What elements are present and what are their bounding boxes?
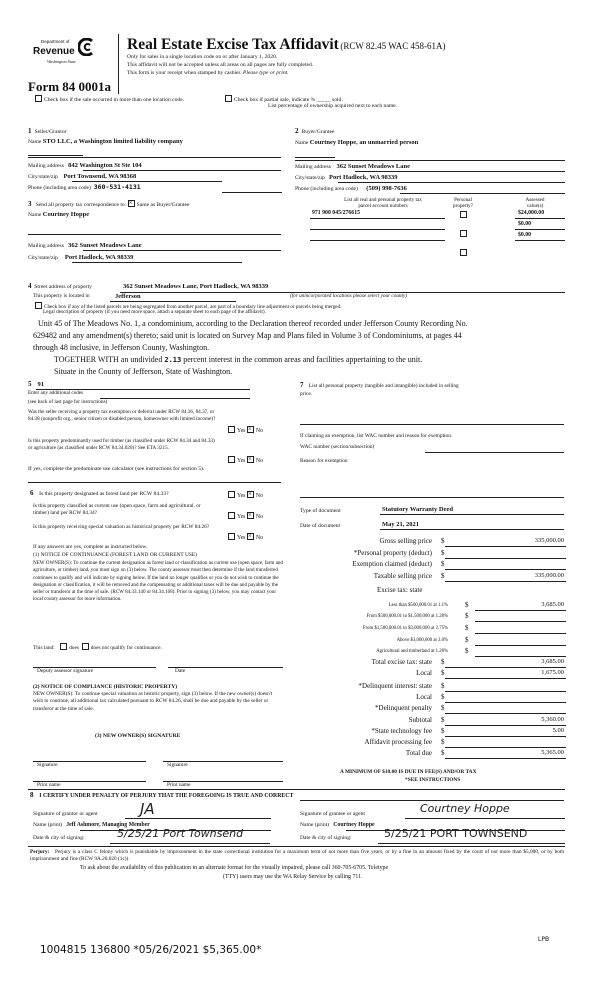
parcel-header-2: parcel account numbers: [358, 202, 408, 209]
personal-property-label: [300, 382, 459, 390]
legal-line-5: Situate in the County of Jefferson, State of Washington.: [54, 367, 233, 376]
wac-label: WAC number (section/subsection): [300, 444, 375, 450]
city-label: City/state/zip: [28, 174, 58, 180]
page-title: [127, 36, 446, 53]
currency-symbol: $: [441, 749, 445, 757]
tax-label: Taxable selling price: [373, 572, 432, 580]
pp-header-1: Personal: [454, 197, 472, 203]
tax-row: [300, 612, 566, 622]
grantee-signature[interactable]: Courtney Hoppe: [420, 802, 510, 815]
grantee-signature-label: Signature of grantee or agent: [300, 811, 365, 817]
reason-label: Reason for exemption: [300, 458, 348, 464]
tax-row: [300, 749, 566, 759]
tax-row: [300, 647, 566, 657]
logo-state: Washington State: [47, 59, 77, 64]
correspondence-mail-field[interactable]: [28, 242, 142, 249]
tax-label: Local: [416, 693, 432, 701]
assessed-value-header: [510, 198, 560, 209]
buyer-mail-field[interactable]: [295, 163, 410, 170]
yes-no-choice[interactable]: [228, 426, 263, 434]
checkbox-icon[interactable]: [225, 95, 232, 102]
yes-checkbox[interactable]: [228, 491, 235, 498]
legal-line-2: 629482 and any amendment(s) thereto; said unit is located on Survey Map and Plans filed in Volume 3 of Condominiums, at pages 44: [33, 331, 462, 340]
buyer-heading: [295, 128, 334, 136]
grantor-name[interactable]: Jeff Ashmore, Managing Member: [66, 822, 150, 828]
tax-input-line: [475, 610, 566, 611]
currency-symbol: $: [441, 704, 445, 712]
street-address[interactable]: 362 Sunset Meadows Lane, Port Hadlock, WA 98339: [123, 283, 269, 290]
tax-value[interactable]: 335,000.00: [534, 537, 564, 544]
perjury-label: Perjury:: [30, 849, 50, 855]
av-header-1: Assessed: [525, 197, 545, 203]
tax-row: [300, 560, 566, 570]
tax-input-line: [475, 621, 566, 622]
seller-phone[interactable]: 360-531-4131: [93, 183, 141, 191]
owner-print-name-2[interactable]: Print name: [167, 782, 191, 788]
currency-symbol: $: [441, 716, 445, 724]
section-number: 3: [28, 200, 32, 208]
street-label: Street address of property: [34, 284, 92, 290]
seller-mail[interactable]: 842 Washington St Ste 104: [68, 162, 142, 169]
checkbox-icon[interactable]: [35, 95, 42, 102]
currency-symbol: $: [465, 612, 469, 620]
subtitle-2: This affidavit will not be accepted unless all areas on all pages are fully completed.: [127, 62, 314, 68]
tax-label: *Delinquent interest: state: [358, 682, 432, 690]
seller-title: Seller/Grantor: [34, 129, 67, 135]
doc-type-label: Type of document: [300, 508, 341, 514]
tax-input-line: [445, 678, 566, 679]
personal-property-checkbox[interactable]: [460, 211, 467, 218]
section-number: 6: [30, 489, 34, 497]
tax-row: [300, 738, 566, 748]
tax-input-line: [445, 558, 566, 559]
tax-input-line: [445, 725, 566, 726]
buyer-name-field[interactable]: [295, 139, 418, 146]
no-label: No: [255, 514, 263, 520]
logo-revenue: Revenue: [33, 46, 75, 57]
see-instructions: *SEE INSTRUCTIONS: [405, 777, 461, 783]
title-text: Real Estate Excise Tax Affidavit: [127, 36, 339, 53]
notice-continuance-title: (1) NOTICE OF CONTINUANCE (FOREST LAND OR CURRENT USE): [33, 552, 197, 558]
timber-question: Is this property predominantly used for timber (as classified under RCW 84.34 and 84.33) or agriculture (as classified under RCW 84.34.020)? See ETA 3215.: [28, 438, 215, 451]
partial-sale-label: Check box if partial sale, indicate % _____ sold.: [234, 97, 343, 103]
tax-label: Affidavit processing fee: [364, 738, 432, 746]
grantor-date-label: Date & city of signing:: [33, 835, 85, 841]
legal-line-4: [54, 354, 422, 366]
currency-symbol: $: [465, 636, 469, 644]
tax-label: Local: [416, 669, 432, 677]
tax-row: [300, 636, 566, 646]
owner-print-name-1[interactable]: Print name: [37, 782, 61, 788]
notice-continuance-text: NEW OWNER(S): To continue the current designation as forest land or classification as current use (open space, farm and agriculture, or timber) land, you must sign on (3) below. The county assessor must then determine if the land transferred continues to qualify and will indicate by signing below. If the land no longer qualifies or you do not wish to continue the designation or classification, it will be removed and the compensating or additional taxes will be due and payable by the seller or transferor at the time of sale. (RCW 84.33.140 or 84.34.108). Prior to signing (3) below, you may contact your local county assessor for more information.: [33, 560, 283, 603]
same-as-buyer-label: Same as Buyer/Grantee: [136, 202, 190, 208]
tax-value[interactable]: 3,685.00: [541, 658, 564, 665]
yes-no-choice[interactable]: [228, 533, 263, 541]
does-not-checkbox[interactable]: [82, 643, 89, 650]
grantee-date-city[interactable]: 5/25/21 PORT TOWNSEND: [384, 827, 528, 840]
tax-value[interactable]: 5.00: [552, 727, 564, 734]
tax-input-line: [445, 569, 566, 570]
tax-input-line: [475, 645, 566, 646]
currency-symbol: $: [441, 572, 445, 580]
currency-symbol: $: [441, 658, 445, 666]
tax-input-line: [445, 581, 566, 582]
yes-label: Yes: [237, 514, 246, 520]
pp-header-2: property?: [453, 202, 473, 209]
mail-label: Mailing address: [28, 163, 64, 169]
perjury-notice: [30, 849, 564, 863]
title-ref: (RCW 82.45 WAC 458-61A): [340, 41, 446, 51]
no-checkbox[interactable]: [247, 512, 254, 519]
tax-value[interactable]: 5,360.00: [541, 716, 564, 723]
notice-compliance-text: NEW OWNER(S): To continue special valuation as historic property, sign (3) below. If the new owner(s) doesn't wish to continue, all additional tax calculated pursuant to RCW 84.26, shall be due and payable by the seller or transferor at the time of sale.: [33, 691, 273, 712]
yes-label: Yes: [237, 535, 246, 541]
mail-label: Mailing address: [295, 164, 331, 170]
seller-name[interactable]: STO LLC, a Washington limited liability company: [42, 138, 183, 145]
tax-row: [300, 572, 566, 582]
tax-label: Gross selling price: [379, 537, 432, 545]
tax-input-line: [445, 747, 566, 748]
predominate-use-note: If yes, complete the predominate use calculator (see instructions for section 5).: [28, 466, 205, 472]
see-back-note: (see back of last page for instructions): [28, 399, 108, 405]
legal-4a: TOGETHER WITH an undivided: [54, 355, 163, 364]
assessed-value[interactable]: $0.00: [518, 221, 532, 227]
seller-heading: [28, 128, 67, 136]
multi-location-checkbox[interactable]: [35, 95, 184, 103]
header-divider: [118, 34, 119, 94]
section-number: 2: [295, 127, 299, 135]
tax-input-line: [445, 667, 566, 668]
correspondence-label: Send all property tax correspondence to:: [35, 202, 127, 208]
does-checkbox[interactable]: [60, 643, 67, 650]
buyer-city-field[interactable]: [295, 174, 398, 181]
section-number: 4: [28, 282, 32, 290]
logo-emblem-icon: [78, 38, 94, 56]
yes-no-choice[interactable]: [228, 491, 263, 499]
yes-label: Yes: [237, 493, 246, 499]
name-label: Name (print): [300, 822, 330, 828]
tax-label: Less than $500,000.01 at 1.1%: [388, 603, 448, 608]
pp-label: List all personal property (tangible and intangible) included in selling: [308, 383, 459, 389]
city-label: City/state/zip: [28, 255, 58, 261]
doc-type[interactable]: Statutory Warranty Deed: [382, 506, 454, 513]
city-label: City/state/zip: [295, 175, 325, 181]
multi-location-label: Check box if the sale occurred in more than one location code.: [44, 97, 185, 103]
currency-symbol: $: [441, 693, 445, 701]
assessed-value[interactable]: $24,000.00: [518, 210, 545, 216]
certify-statement: [30, 792, 293, 800]
buyer-phone-field[interactable]: [295, 185, 407, 192]
tax-input-line: [445, 546, 566, 547]
grantee-name[interactable]: Courtney Hoppe: [333, 822, 375, 828]
tax-value[interactable]: 3,685.00: [541, 601, 564, 608]
interest-percent: 2.13: [164, 356, 182, 364]
yes-no-choice[interactable]: [228, 456, 263, 464]
tax-value[interactable]: 5,365.00: [541, 749, 564, 756]
tax-row: [300, 669, 566, 679]
tax-label: Agricultural and timberland at 1.28%: [376, 649, 448, 654]
buyer-city[interactable]: Port Hadlock, WA 98339: [329, 174, 398, 181]
deputy-signature-label: Deputy assessor signature: [37, 668, 93, 674]
currency-symbol: $: [465, 647, 469, 655]
segregate-label: Check box if any of the listed parcels are being segregated from another parcel, are part of a boundary line adjustment or parcels being merged.: [44, 304, 342, 310]
minimum-notice: A MINIMUM OF $10.00 IS DUE IN FEE(S) AND/OR TAX: [340, 769, 477, 775]
partial-sale-checkbox[interactable]: [225, 95, 343, 103]
section-number: 7: [300, 381, 304, 389]
if-any-yes: If any answers are yes, complete as instructed below.: [33, 544, 148, 550]
yes-checkbox[interactable]: [228, 512, 235, 519]
tax-input-line: [445, 758, 566, 759]
legal-line-1: Unit 45 of The Meadows No. 1, a condominium, according to the Declaration thereof recorded under Jefferson County Recording No.: [38, 319, 468, 328]
subtitle-1: Only for sales in a single location code on or after January 1, 2020.: [127, 54, 278, 60]
legal-line-3: through 48 inclusive, in Jefferson County, Washington.: [33, 343, 210, 352]
deputy-date-label: Date: [175, 668, 186, 674]
phone-label: Phone (including area code): [295, 186, 358, 192]
logo-dept: Department of: [41, 39, 70, 44]
tax-row: [300, 704, 566, 714]
correspondence-name[interactable]: Courtney Hoppe: [42, 211, 90, 218]
correspondence-heading: [28, 200, 189, 209]
assessed-value[interactable]: $0.00: [518, 232, 532, 238]
no-checkbox[interactable]: [247, 426, 254, 433]
section-number: 1: [28, 127, 32, 135]
list-percentage-note: List percentage of ownership acquired next to each name.: [268, 103, 398, 109]
tax-label: Exemption claimed (deduct): [352, 560, 432, 568]
tax-label: Subtotal: [408, 716, 432, 724]
excise-tax-heading: Excise tax: state: [377, 586, 423, 594]
currency-symbol: $: [441, 549, 445, 557]
additional-codes-label: Enter any additional codes: [28, 390, 84, 396]
county-select[interactable]: Jefferson: [115, 293, 141, 300]
section-number: 5: [28, 380, 32, 388]
mail-label: Mailing address: [28, 243, 64, 249]
correspondence-city-field[interactable]: [28, 254, 133, 261]
no-label: No: [255, 458, 263, 464]
grantor-date-city[interactable]: 5/25/21 Port Townsend: [117, 827, 244, 840]
tax-label: From $1,500,000.01 to $3,000,000 at 2.75%: [362, 626, 448, 631]
cashier-initials: LPB: [538, 936, 550, 943]
yes-checkbox[interactable]: [228, 456, 235, 463]
buyer-name[interactable]: Courtney Hoppe, an unmarried person: [309, 139, 419, 146]
seller-city[interactable]: Port Townsend, WA 98368: [63, 173, 137, 180]
alternate-format-2: (TTY) users may use the WA Relay Service by calling 711.: [223, 874, 363, 880]
tax-input-line: [445, 702, 566, 703]
doc-date-label: Date of document: [300, 523, 341, 529]
new-owner-signature-title: (3) NEW OWNER(S) SIGNATURE: [95, 733, 181, 739]
tax-label: *Delinquent penalty: [375, 704, 432, 712]
yes-no-choice[interactable]: [228, 512, 263, 520]
grantee-date-label: Date & city of signing:: [300, 835, 352, 841]
exemption-question: Was the seller receiving a property tax exemption or deferral under RCW 84.36, 84.37, or 84.38 (nonprofit org., senior citizen or disabled person, homeowner with limited income)?: [28, 409, 216, 422]
located-label: This property is located in: [33, 293, 90, 299]
buyer-title: Buyer/Grantee: [301, 129, 335, 135]
legal-4c: percent interest in the common areas and facilities appertaining to the unit.: [183, 355, 423, 364]
tax-row: [300, 549, 566, 559]
notice-compliance-title: (2) NOTICE OF COMPLIANCE (HISTORIC PROPERTY): [33, 684, 178, 690]
currency-symbol: $: [441, 727, 445, 735]
yes-label: Yes: [237, 428, 246, 434]
same-as-buyer-checkbox[interactable]: [128, 200, 135, 207]
tax-label: Above $3,000,000 at 3.0%: [396, 638, 448, 643]
tax-label: Total due: [405, 749, 432, 757]
no-label: No: [255, 535, 263, 541]
tax-input-line: [475, 633, 566, 634]
forest-question-text: Is this property designated as forest land per RCW 84.33?: [39, 491, 169, 497]
does-label: does: [69, 645, 79, 651]
grantee-name-field[interactable]: [300, 822, 375, 828]
correspondence-mail[interactable]: 362 Sunset Meadows Lane: [68, 242, 142, 249]
phone-label: Phone (including area code): [28, 185, 91, 191]
tax-row: [300, 601, 566, 611]
street-address-field[interactable]: [28, 283, 92, 291]
certify-text: I CERTIFY UNDER PENALTY OF PERJURY THAT THE FOREGOING IS TRUE AND CORRECT: [39, 793, 294, 799]
currency-symbol: $: [465, 624, 469, 632]
perjury-text: Perjury is a class C felony which is punishable by imprisonment in the state correctional institution for a maximum term of not more than five years, or by a fine in an amount fixed by the court of not more than $5,000, or by both imprisonment and fine (RCW 9A.20.020 (1c)).: [30, 849, 564, 862]
correspondence-name-field[interactable]: [28, 211, 89, 218]
buyer-phone[interactable]: (509) 998-7636: [366, 185, 407, 192]
name-label: Name (print): [33, 822, 63, 828]
av-header-2: value(s): [526, 202, 544, 209]
no-checkbox[interactable]: [247, 533, 254, 540]
tax-row: [300, 682, 566, 692]
tax-row: [300, 693, 566, 703]
yes-label: Yes: [237, 458, 246, 464]
seller-name-field[interactable]: [28, 138, 183, 145]
currency-symbol: $: [441, 537, 445, 545]
personal-property-checkbox[interactable]: [460, 249, 467, 256]
tax-input-line: [445, 713, 566, 714]
yes-checkbox[interactable]: [228, 533, 235, 540]
currency-symbol: $: [441, 669, 445, 677]
seller-mail-field[interactable]: [28, 162, 142, 169]
tax-row: [300, 537, 566, 547]
exemption-instructions: If claiming an exemption, list WAC number and reason for exemption.: [300, 433, 453, 439]
tax-value[interactable]: 335,000.00: [534, 572, 564, 579]
location-code-field[interactable]: [28, 381, 44, 389]
currency-symbol: $: [441, 560, 445, 568]
wac-input[interactable]: [425, 452, 564, 453]
tax-row: [300, 727, 566, 737]
pp-label-2: price.: [300, 391, 313, 397]
this-land-label: This land:: [33, 645, 55, 651]
no-checkbox[interactable]: [247, 456, 254, 463]
cashier-receipt-stamp: 1004815 136800 *05/26/2021 $5,365.00*: [40, 944, 262, 956]
tax-input-line: [445, 736, 566, 737]
does-not-label: does not qualify for continuance.: [90, 645, 162, 651]
buyer-mail[interactable]: 362 Sunset Meadows Lane: [336, 163, 410, 170]
name-label: Name: [295, 140, 309, 146]
currency-symbol: $: [465, 601, 469, 609]
tax-row: [300, 658, 566, 668]
section-number: 8: [30, 791, 34, 799]
alternate-format-1: To ask about the availability of this publication in an alternate format for the visually impaired, please call 360-705-6705. Teletype: [80, 865, 389, 871]
county-note: (for unincorporated locations please select your county): [290, 293, 407, 299]
no-label: No: [255, 428, 263, 434]
yes-checkbox[interactable]: [228, 426, 235, 433]
seller-city-field[interactable]: [28, 173, 136, 180]
personal-property-header: [448, 198, 478, 209]
tax-value[interactable]: 1,675.00: [541, 669, 564, 676]
tax-input-line: [475, 656, 566, 657]
name-label: Name: [28, 139, 42, 145]
currency-symbol: $: [441, 738, 445, 746]
seller-phone-field[interactable]: [28, 184, 141, 191]
reason-input[interactable]: [300, 497, 564, 498]
tax-label: From $500,000.01 to $1,500,000 at 1.28%: [366, 614, 448, 619]
grantor-signature[interactable]: JA: [140, 800, 155, 818]
historic-question: Is this property receiving special valuation as historical property per RCW 84.26?: [33, 524, 210, 530]
form-number: Form 84 0001a: [28, 79, 112, 94]
personal-property-checkbox[interactable]: [460, 230, 467, 237]
location-code[interactable]: 91: [37, 381, 44, 388]
checkbox-icon[interactable]: [35, 302, 42, 309]
subtitle-3-italic: Please type or print.: [242, 70, 289, 76]
tax-label: *State technology fee: [371, 727, 432, 735]
owner-signature-2[interactable]: Signature: [167, 762, 188, 768]
correspondence-city[interactable]: Port Hadlock, WA 98339: [64, 254, 134, 261]
no-label: No: [255, 493, 263, 499]
doc-date[interactable]: May 21, 2021: [382, 521, 420, 528]
tax-row: [300, 716, 566, 726]
subtitle-3-text: This form is your receipt when stamped by cashier.: [127, 70, 242, 76]
grantor-signature-label: Signature of grantor or agent: [33, 811, 98, 817]
current-use-question: Is this property classified as current use (open space, farm and agricultural, or timber) land per RCW 84.34?: [33, 503, 201, 517]
subtitle-3: [127, 70, 289, 76]
parcel-header-1: List all real and personal property tax: [344, 197, 422, 203]
tax-row: [300, 624, 566, 634]
no-checkbox[interactable]: [247, 491, 254, 498]
tax-input-line: [445, 691, 566, 692]
currency-symbol: $: [441, 682, 445, 690]
parcel-number[interactable]: 971 900 045/276615: [312, 210, 360, 216]
legal-label: Legal description of property (if you need more space, attach a separate sheet to each page of the affidavit).: [43, 309, 266, 315]
parcel-header: [318, 198, 448, 209]
tax-label: *Personal property (deduct): [353, 549, 432, 557]
this-land-field: [33, 643, 162, 652]
owner-signature-1[interactable]: Signature: [37, 762, 58, 768]
name-label: Name: [28, 212, 42, 218]
forest-question: [30, 490, 169, 498]
tax-label: Total excise tax: state: [371, 658, 432, 666]
